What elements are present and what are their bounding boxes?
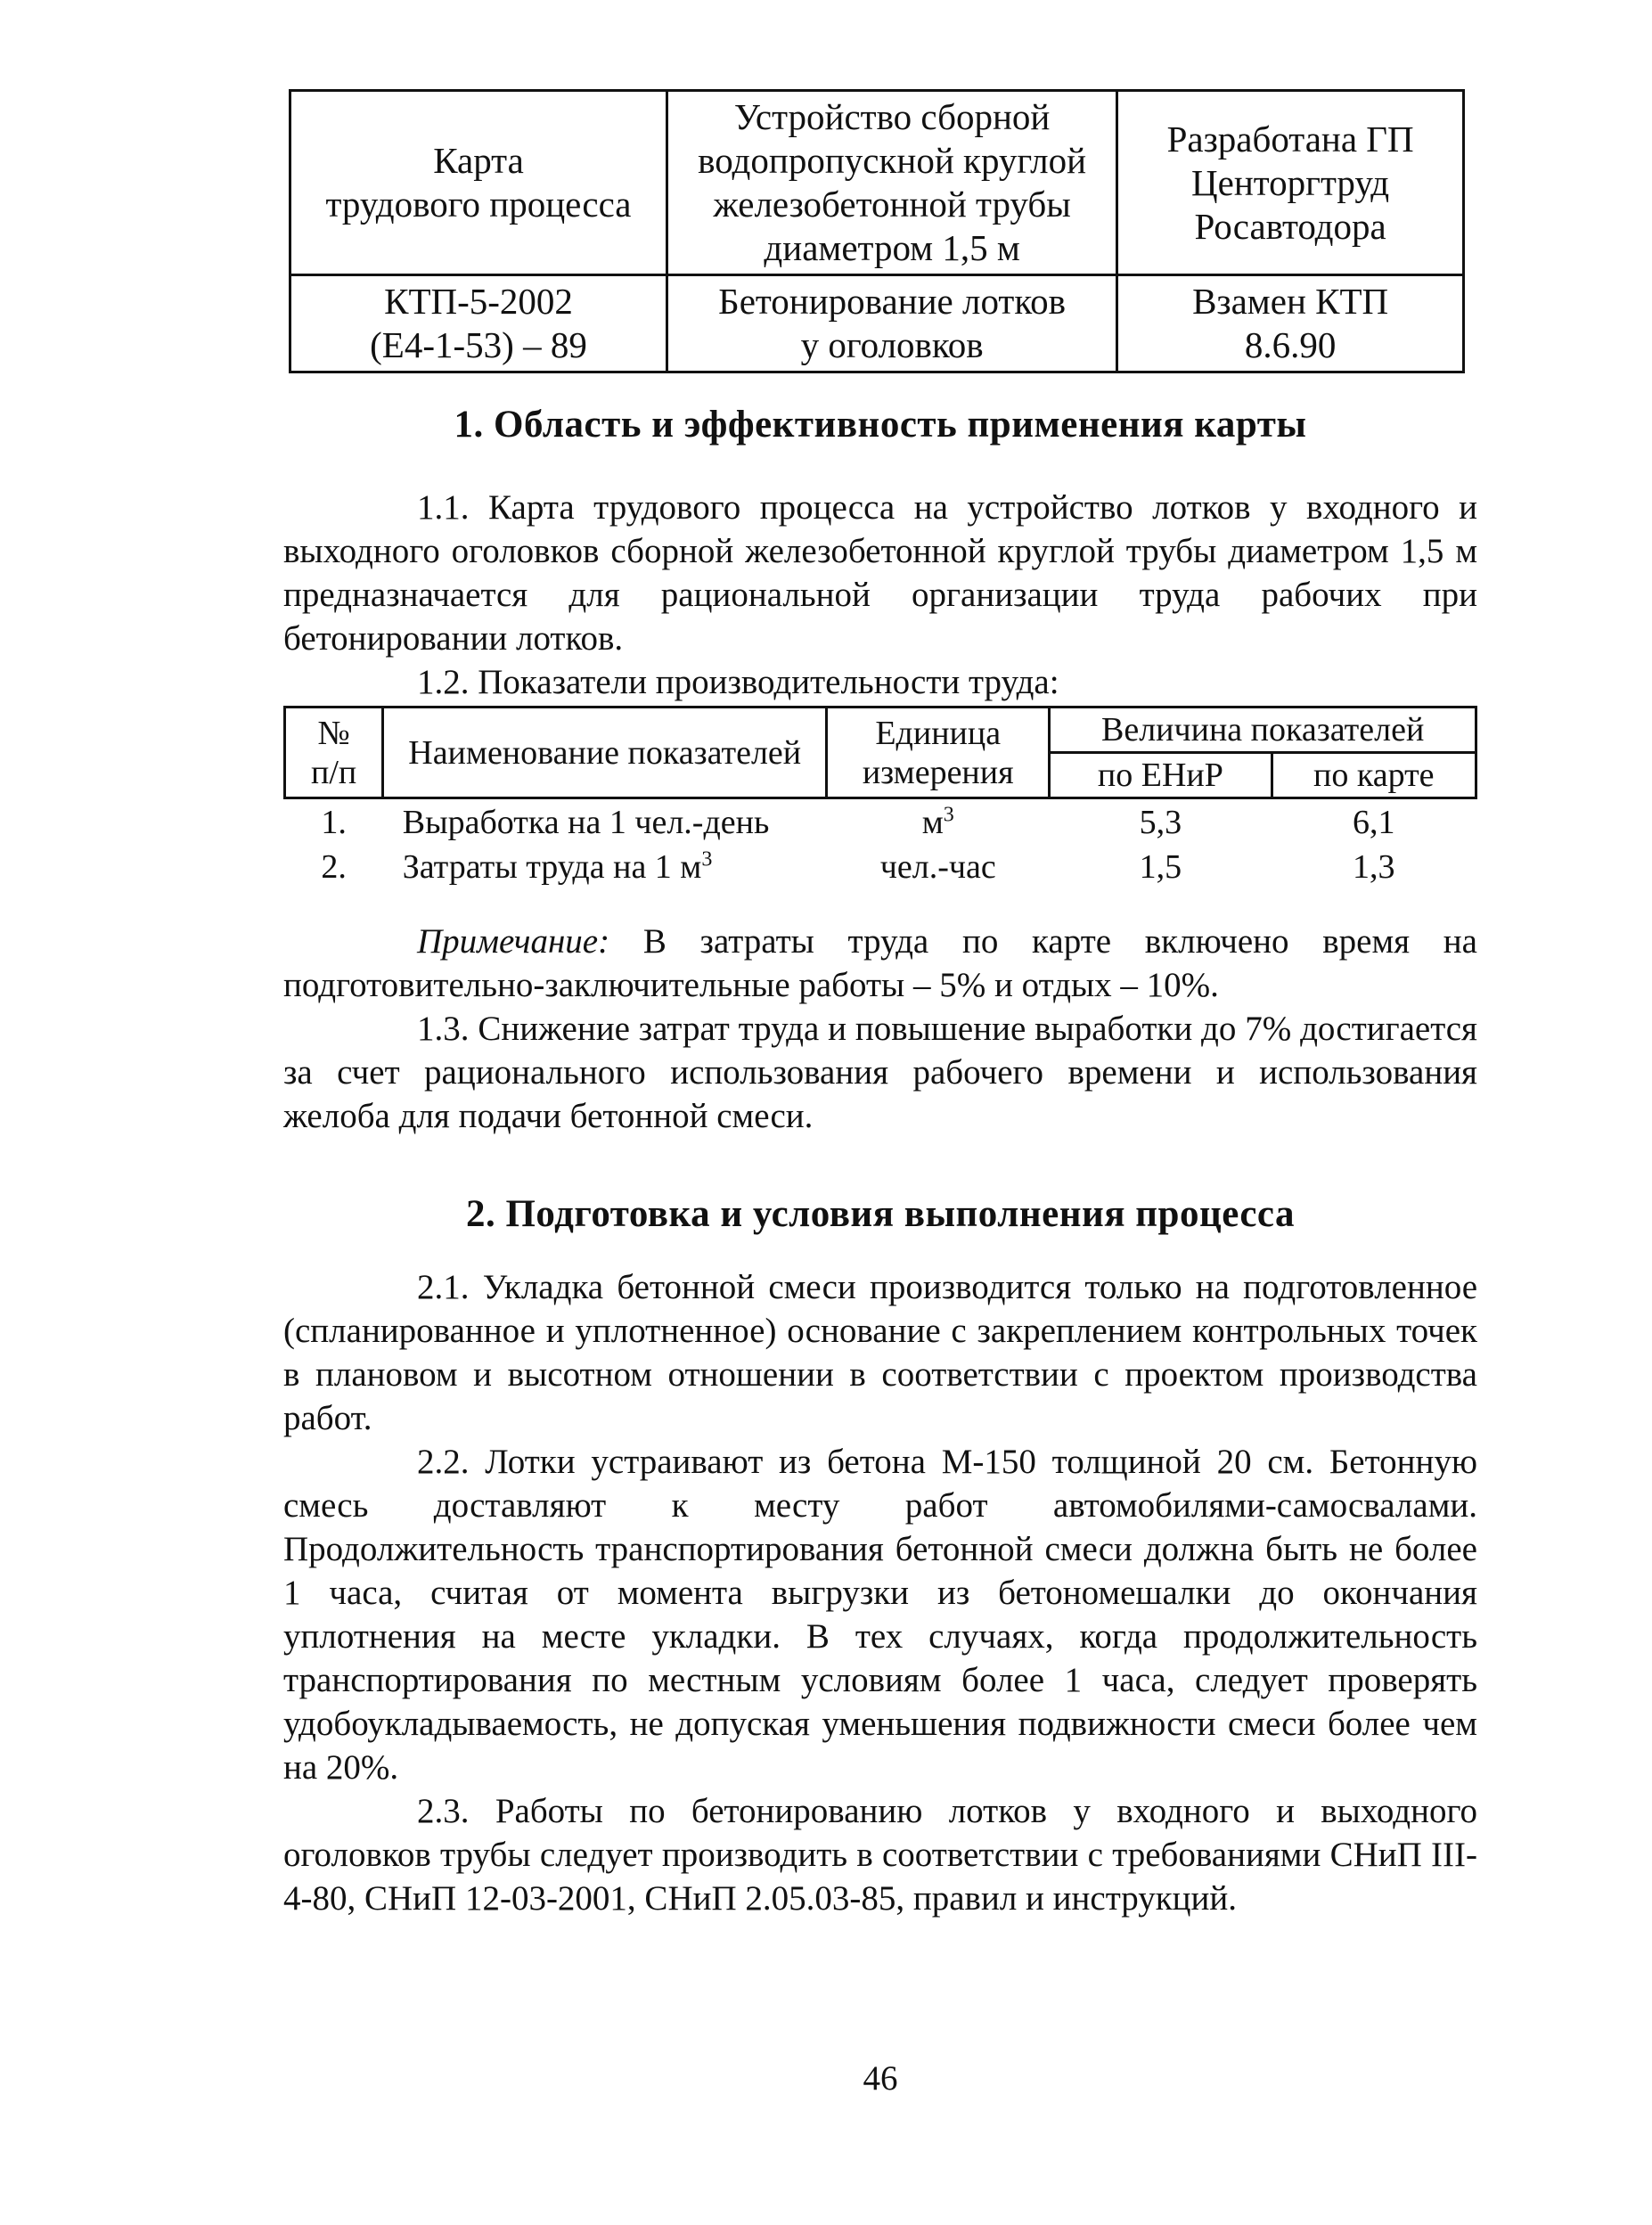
indicators-table-wrap: [283, 706, 1477, 888]
table-row: [285, 844, 1476, 888]
header-card-type: Карта трудового процесса: [290, 91, 667, 275]
row-enir-value: 1,5: [1139, 848, 1182, 886]
header-replaces: Взамен КТП 8.6.90: [1117, 275, 1464, 372]
header-table: [289, 89, 1465, 373]
paragraph-1-2: 1.2. Показатели производительности труда:: [417, 663, 1059, 701]
header-code: КТП-5-2002 (Е4-1-53) – 89: [290, 275, 667, 372]
note-text: В затраты труда по карте включено время на подготовительно-заключительные работы – 5% и отдых – 10%.: [283, 922, 1477, 1004]
page-number: 46: [863, 2059, 898, 2098]
header-developer: Разработана ГП Центоргтруд Росавтодора: [1117, 91, 1464, 275]
col-enir-header: по ЕНиР: [1050, 753, 1272, 798]
row-enir-value: 5,3: [1139, 804, 1182, 841]
col-card-header: по карте: [1272, 753, 1476, 798]
section-1-title: 1. Область и эффективность применения карты: [454, 404, 1307, 446]
section-1-body: [283, 486, 1477, 704]
row-number: 2.: [321, 848, 347, 886]
note: [283, 920, 1477, 1007]
col-values-header: Величина показателей: [1050, 708, 1476, 753]
row-number: 1.: [321, 804, 347, 841]
row-name: Выработка на 1 чел.-день: [402, 804, 770, 841]
col-number-header: № п/п: [285, 708, 383, 798]
row-unit: чел.-час: [879, 848, 996, 886]
indicators-table: [283, 706, 1477, 888]
note-label: Примечание:: [417, 922, 610, 961]
header-process: Бетонирование лотков у оголовков: [667, 275, 1117, 372]
section-2-body: [283, 1265, 1477, 1920]
row-name: Затраты труда на 1 $м^3$: [402, 847, 713, 886]
paragraph-2-3: 2.3. Работы по бетонированию лотков у входного и выходного оголовков трубы следует производить в соответствии с требованиями СНиП III-4-80, СНиП 12-03-2001, СНиП 2.05.03-85, правил и инструкций.: [283, 1792, 1477, 1918]
paragraph-1-3: 1.3. Снижение затрат труда и повышение выработки до 7% достигается за счет рационального использования рабочего времени и использования желоба для подачи бетонной смеси.: [283, 1010, 1477, 1135]
col-name-header: Наименование показателей: [383, 708, 827, 798]
section-2-title: 2. Подготовка и условия выполнения процесса: [465, 1193, 1296, 1235]
row-unit: $м^3$: [921, 803, 954, 841]
paragraph-2-1: 2.1. Укладка бетонной смеси производится только на подготовленное (спланированное и уплотненное) основание с закреплением контрольных точек в плановом и высотном отношении в соответствии с проектом производства работ.: [283, 1268, 1477, 1437]
row-card-value: 1,3: [1353, 848, 1395, 886]
row-card-value: 6,1: [1353, 804, 1395, 841]
section-1-notes: [283, 920, 1477, 1138]
paragraph-1-1: 1.1. Карта трудового процесса на устройство лотков у входного и выходного оголовков сборной железобетонной круглой трубы диаметром 1,5 м предназначается для рациональной организации труда рабочих при бетонировании лотков.: [283, 488, 1477, 658]
table-row: [285, 798, 1476, 845]
document-page: [283, 89, 1477, 2098]
header-subject: Устройство сборной водопропускной круглой железобетонной трубы диаметром 1,5 м: [667, 91, 1117, 275]
col-unit-header: Единица измерения: [827, 708, 1050, 798]
paragraph-2-2: 2.2. Лотки устраивают из бетона М-150 толщиной 20 см. Бетонную смесь доставляют к месту работ автомобилями-самосвалами. Продолжительность транспортирования бетонной смеси должна быть не более 1 часа, считая от момента выгрузки из бетономешалки до окончания уплотнения на месте укладки. В тех случаях, когда продолжительность транспортирования по местным условиям более 1 часа, следует проверять удобоукладываемость, не допуская уменьшения подвижности смеси более чем на 20%.: [283, 1443, 1477, 1787]
